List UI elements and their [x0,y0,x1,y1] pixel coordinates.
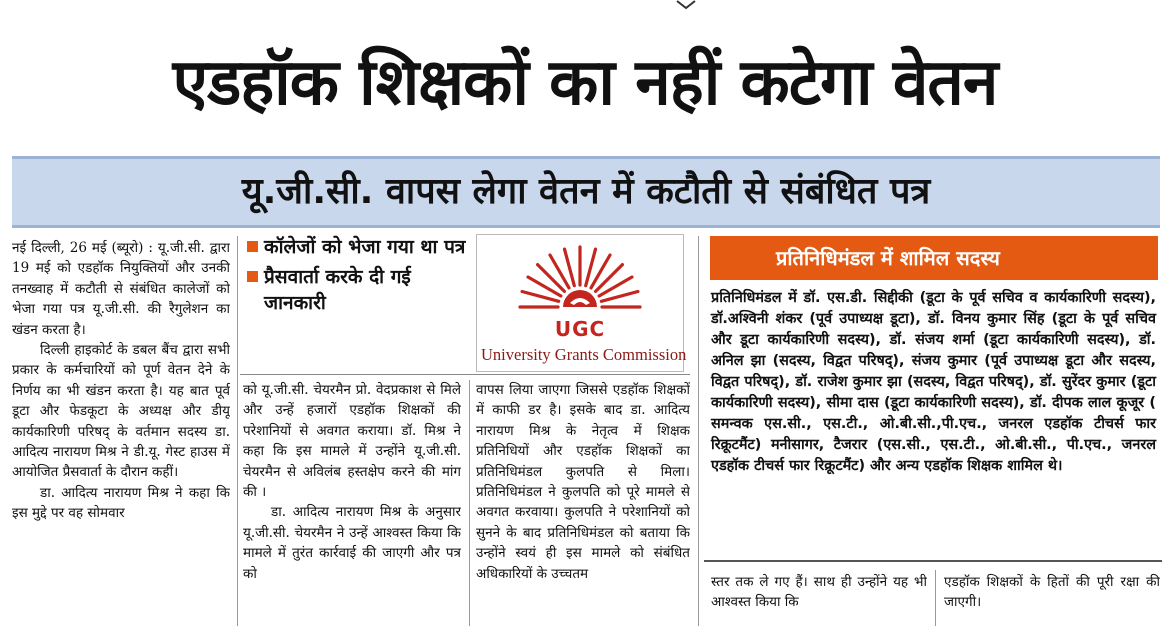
highlight-item [247,234,467,260]
column-divider [237,236,238,626]
highlight-item [247,264,467,316]
column-divider [935,570,936,626]
members-panel-title: प्रतिनिधिमंडल में शामिल सदस्य [710,236,1158,280]
panel-bottom-rule [704,560,1162,562]
column-divider [469,380,470,626]
ugc-logo [476,234,687,372]
paragraph: डा. आदित्य नारायण मिश्र के अनुसार यू.जी.सी. चेयरमैन ने उन्हें आश्वस्त किया कि मामले में तुरंत कार्रवाई की जाएगी और पत्र को [243,504,461,582]
paragraph: स्तर तक ले गए हैं। साथ ही उन्होंने यह भी आश्वस्त किया कि [711,574,927,611]
ugc-full-name: University Grants Commission [481,345,687,364]
square-bullet-icon [247,241,258,252]
paragraph: डा. आदित्य नारायण मिश्र ने कहा कि इस मुद्दे पर वह सोमवार [12,484,230,522]
paragraph: एडहॉक शिक्षकों के हितों की पूरी रक्षा की जाएगी। [944,574,1160,611]
subheadline-bar [12,156,1160,228]
article-column-3 [476,380,690,626]
paragraph: को यू.जी.सी. चेयरमैन प्रो. वेदप्रकाश से मिले और उन्हें हजारों एडहॉक शिक्षकों की परेशानियों से अवगत कराया। डॉ. मिश्र ने कहा कि इस मामले में उन्होंने यू.जी.सी. चेयरमैन से अविलंब हस्तक्षेप करने की मांग की । [243,382,461,501]
highlight-text: कॉलेजों को भेजा गया था पत्र [264,236,466,258]
ugc-acronym: UGC [554,317,606,341]
paragraph: दिल्ली हाइकोर्ट के डबल बैंच द्वारा सभी प्रकार के कर्मचारियों को पूर्ण वेतन देने के निर्णय का भी खंडन करता है। यह बात पूर्व डूटा और फेडकूटा के अध्यक्ष और डीयू कार्यकारिणी परिषद् के वर्तमान सदस्य डा. आदित्य नारायण मिश्र ने डी.यू. गेस्ट हाउस में आयोजित प्रैसवार्ता के दौरान कहीं। [12,342,230,481]
highlights [247,234,467,320]
paragraph: वापस लिया जाएगा जिससे एडहॉक शिक्षकों में काफी डर है। इसके बाद डा. आदित्य नारायण मिश्र के नेतृत्व में शिक्षक प्रतिनिधियों और एडहॉक शिक्षकों का प्रतिनिधिमंडल कुलपति से मिला। प्रतिनिधिमंडल ने कुलपति को पूरे मामले से अवगत करवाया। कुलपति ने परेशानियों को सुनने के बाद प्रतिनिधिमंडल को बताया कि उन्होंने स्वयं ही इस मामले को संबंधित अधिकारियों के उच्चतम [476,382,690,582]
page-top-notch [676,0,696,10]
square-bullet-icon [247,271,258,282]
ugc-emblem-icon [513,241,647,319]
horizontal-rule [240,374,690,375]
article-column-4 [711,572,927,626]
subheadline: यू.जी.सी. वापस लेगा वेतन में कटौती से संबंधित पत्र [241,171,931,212]
article-column-5 [944,572,1160,626]
paragraph: नई दिल्ली, 26 मई (ब्यूरो) : यू.जी.सी. द्वारा 19 मई को एडहॉक नियुक्तियों और उनकी तनख्वाह में कटौती से संबंधित कालेजों को भेजा गया पत्र यू.जी.सी. की रैगुलेशन का खंडन करता है। [12,240,230,338]
column-divider [698,236,699,626]
article-column-2 [243,380,461,626]
headline: एडहॉक शिक्षकों का नहीं कटेगा वेतन [172,46,998,120]
highlight-text: प्रैसवार्ता करके दी गई जानकारी [264,266,411,314]
article-column-1 [12,238,230,626]
members-panel-body: प्रतिनिधिमंडल में डॉ. एस.डी. सिद्दीकी (डूटा के पूर्व सचिव व कार्यकारिणी सदस्य), डॉ.अश्विनी शंकर (पूर्व उपाध्यक्ष डूटा), डॉ. विनय कुमार सिंह (डूटा के पूर्व सचिव और डूटा कार्यकारिणी सदस्य), डॉ. संजय शर्मा (डूटा कार्यकारिणी सदस्य), डॉ. अनिल झा (सदस्य, विद्वत परिषद्), संजय कुमार (पूर्व उपाध्यक्ष डूटा और सदस्य, विद्वत परिषद्), डॉ. राजेश कुमार झा (सदस्य, विद्वत परिषद्), डॉ. सुरेंदर कुमार (डूटा कार्यकारिणी सदस्य), सीमा दास (डूटा कार्यकारिणी सदस्य), डॉ. दीपक लाल कूजूर ( समन्वक एस.सी., एस.टी., ओ.बी.सी.,पी.एच., जनरल एडहॉक टीचर्स फार रिक्रूटमैंट) मनीसागर, टैजरार (एस.सी., एस.टी., ओ.बी.सी., पी.एच., जनरल एडहॉक टीचर्स फार रिक्रूटमैंट) और अन्य एडहॉक शिक्षक शामिल थे। [711,290,1156,474]
